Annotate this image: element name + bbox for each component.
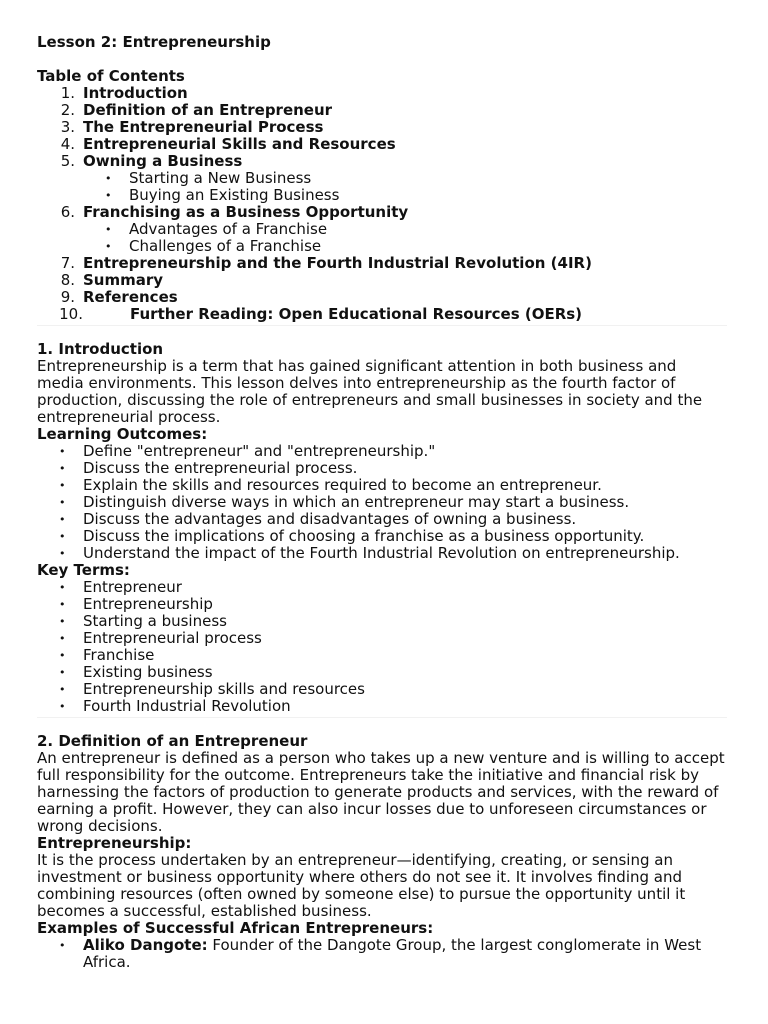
- section-gap: [37, 718, 727, 733]
- toc-sublist: [83, 170, 727, 204]
- toc-label: The Entrepreneurial Process: [83, 118, 324, 136]
- list-item: • Understand the impact of the Fourth Industrial Revolution on entrepreneurship.: [37, 545, 727, 562]
- toc-number: 6.: [60, 203, 75, 221]
- toc-label: Entrepreneurial Skills and Resources: [83, 135, 396, 153]
- toc-label: Definition of an Entrepreneur: [83, 101, 333, 119]
- toc-number: 9.: [60, 288, 75, 306]
- list-item: • Discuss the entrepreneurial process.: [37, 460, 727, 477]
- toc-label: References: [83, 288, 178, 306]
- toc-sublist: [83, 221, 727, 255]
- list-item: • Entrepreneurship: [37, 596, 727, 613]
- list-item: • Explain the skills and resources required to become an entrepreneur.: [37, 477, 727, 494]
- toc-number: 1.: [60, 84, 75, 102]
- toc-number: 2.: [60, 101, 75, 119]
- toc-subitem-advantages[interactable]: • Advantages of a Franchise: [83, 221, 727, 238]
- toc-item-owning[interactable]: [37, 153, 727, 204]
- key-terms-list: [37, 579, 727, 715]
- toc-subitem-buying[interactable]: • Buying an Existing Business: [83, 187, 727, 204]
- introduction-heading: 1. Introduction: [37, 340, 164, 358]
- entrepreneurship-heading: Entrepreneurship:: [37, 834, 192, 852]
- section-gap: [37, 326, 727, 341]
- list-item: • Starting a business: [37, 613, 727, 630]
- list-item: [37, 937, 727, 971]
- entrepreneurship-paragraph: It is the process undertaken by an entrepreneur—identifying, creating, or sensing an investment or business opportunity where others do not see it. It involves finding and combining resources (often owned by someone else) to pursue the opportunity until it becomes a successful, established business.: [37, 851, 686, 920]
- toc-item-definition[interactable]: [37, 102, 727, 119]
- toc-label: Entrepreneurship and the Fourth Industrial Revolution (4IR): [83, 254, 592, 272]
- toc-number: 4.: [60, 135, 75, 153]
- learning-outcomes-heading: Learning Outcomes:: [37, 425, 208, 443]
- toc-label: Summary: [83, 271, 164, 289]
- toc-item-summary[interactable]: [37, 272, 727, 289]
- toc-heading: Table of Contents: [37, 67, 185, 85]
- toc-label: Introduction: [83, 84, 188, 102]
- list-item: • Define "entrepreneur" and "entrepreneurship.": [37, 443, 727, 460]
- list-item: • Discuss the advantages and disadvantages of owning a business.: [37, 511, 727, 528]
- list-item: • Fourth Industrial Revolution: [37, 698, 727, 715]
- toc-label: Franchising as a Business Opportunity: [83, 203, 409, 221]
- document-title: Lesson 2: Entrepreneurship: [37, 33, 271, 51]
- introduction-paragraph: Entrepreneurship is a term that has gained significant attention in both business and media environments. This lesson delves into entrepreneurship as the fourth factor of production, discussing the role of entrepreneurs and small businesses in society and the entrepreneurial process.: [37, 357, 703, 426]
- definition-heading: 2. Definition of an Entrepreneur: [37, 732, 308, 750]
- list-item: • Distinguish diverse ways in which an entrepreneur may start a business.: [37, 494, 727, 511]
- toc-item-process[interactable]: [37, 119, 727, 136]
- document-page: [37, 34, 727, 971]
- list-item: • Existing business: [37, 664, 727, 681]
- list-item: • Entrepreneur: [37, 579, 727, 596]
- toc-item-further-reading[interactable]: [37, 306, 727, 323]
- definition-paragraph: An entrepreneur is defined as a person who takes up a new venture and is willing to accept full responsibility for the outcome. Entrepreneurs take the initiative and financial risk by harnessing the factors of production to generate products and services, with the reward of earning a profit. However, they can also incur losses due to unforeseen circumstances or wrong decisions.: [37, 749, 725, 835]
- list-item: • Entrepreneurial process: [37, 630, 727, 647]
- toc-number: 7.: [60, 254, 75, 272]
- list-item: • Discuss the implications of choosing a franchise as a business opportunity.: [37, 528, 727, 545]
- example-text: Founder of the Dangote Group, the largest conglomerate in West Africa.: [83, 936, 702, 971]
- table-of-contents: [37, 85, 727, 323]
- toc-item-introduction[interactable]: [37, 85, 727, 102]
- toc-number: 5.: [60, 152, 75, 170]
- toc-subitem-challenges[interactable]: • Challenges of a Franchise: [83, 238, 727, 255]
- examples-heading: Examples of Successful African Entrepreneurs:: [37, 919, 434, 937]
- list-item: • Entrepreneurship skills and resources: [37, 681, 727, 698]
- toc-subitem-starting[interactable]: • Starting a New Business: [83, 170, 727, 187]
- toc-label: Owning a Business: [83, 152, 243, 170]
- toc-number: 3.: [60, 118, 75, 136]
- toc-item-skills[interactable]: [37, 136, 727, 153]
- toc-item-franchising[interactable]: [37, 204, 727, 255]
- toc-item-references[interactable]: [37, 289, 727, 306]
- toc-number: 10.: [59, 305, 83, 323]
- toc-number: 8.: [60, 271, 75, 289]
- title-spacer: [37, 51, 727, 68]
- examples-list: [37, 937, 727, 971]
- key-terms-heading: Key Terms:: [37, 561, 130, 579]
- list-item: • Franchise: [37, 647, 727, 664]
- learning-outcomes-list: [37, 443, 727, 562]
- toc-label: Further Reading: Open Educational Resources (OERs): [130, 305, 583, 323]
- example-name: Aliko Dangote:: [83, 936, 208, 954]
- toc-item-4ir[interactable]: [37, 255, 727, 272]
